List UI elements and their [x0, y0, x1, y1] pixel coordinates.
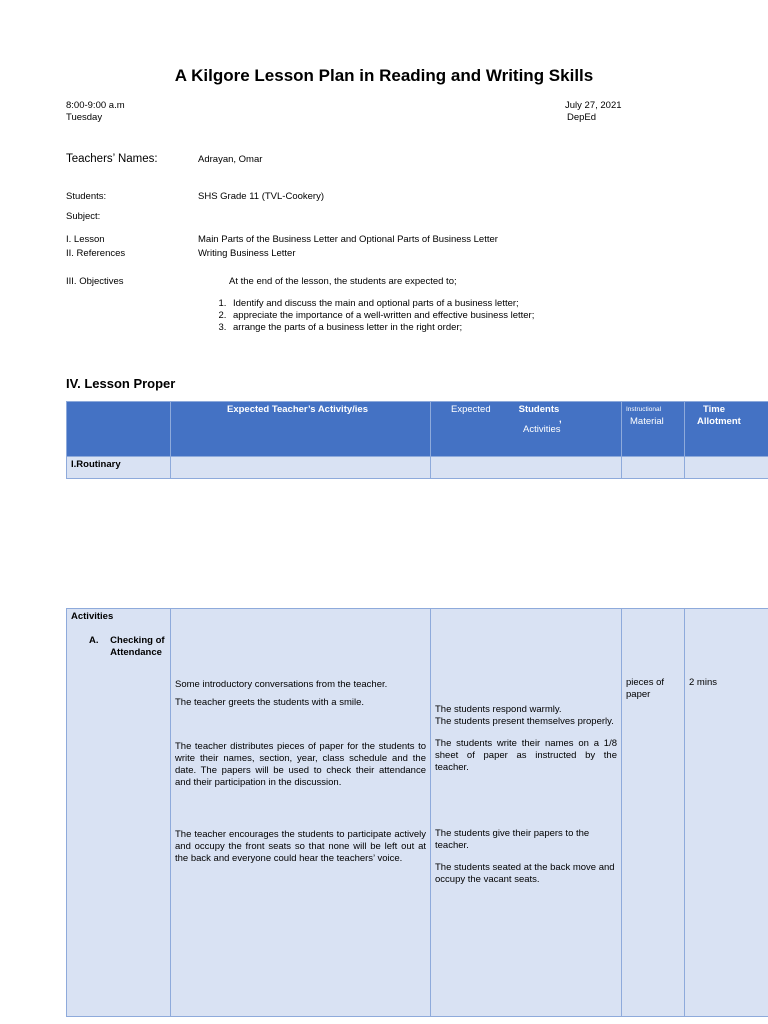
objectives-list: [199, 298, 649, 334]
objective-item: 1. Identify and discuss the main and optional parts of a business letter;: [229, 298, 649, 310]
header-students: Students: [518, 404, 560, 415]
header-students-activities: [431, 402, 622, 457]
header-instructional: Instructional: [626, 406, 662, 413]
time-cell: [685, 609, 768, 1017]
item-letter: A.: [89, 635, 99, 646]
header-teacher-activity: Expected Teacher’s Activity/ies: [171, 402, 431, 457]
lesson-time: 8:00-9:00 a.m: [66, 100, 125, 111]
activities-table: [66, 608, 768, 1017]
lesson-day: Tuesday: [66, 112, 103, 123]
header-activities: Activities: [523, 424, 561, 435]
teacher-activities-cell: [171, 609, 431, 1017]
references-value: Writing Business Letter: [198, 248, 296, 259]
section-title: IV. Lesson Proper: [66, 376, 176, 391]
objective-item: 2. appreciate the importance of a well-written and effective business letter;: [229, 310, 649, 322]
table-cell: [171, 457, 431, 479]
header-material: Material: [630, 416, 664, 427]
student-paragraph: The students seated at the back move and occupy the vacant seats.: [435, 862, 615, 885]
activities-cell: [67, 609, 171, 1017]
routinary-label: I.Routinary: [67, 457, 171, 479]
organization: DepEd: [567, 112, 597, 123]
header-expected: Expected: [451, 404, 491, 415]
objective-item: 3. arrange the parts of a business letter in the right order;: [229, 322, 649, 334]
student-paragraph: The students write their names on a 1/8 sheet of paper as instructed by the teacher.: [435, 738, 617, 773]
table-row: [67, 609, 768, 1017]
lesson-value: Main Parts of the Business Letter and Optional Parts of Business Letter: [198, 234, 498, 245]
students-value: SHS Grade 11 (TVL-Cookery): [198, 191, 325, 202]
header-cell-empty: [67, 402, 171, 457]
table-row: [67, 457, 768, 479]
teachers-value: Adrayan, Omar: [198, 154, 263, 165]
student-activities-cell: [431, 609, 622, 1017]
lesson-proper-table: [66, 401, 768, 479]
teacher-paragraph: The teacher encourages the students to participate actively and occupy the front seats so that none will be left out at the back and everyone could hear the teachers’ voice.: [175, 829, 426, 864]
material-value: pieces of paper: [626, 677, 665, 700]
time-value: 2 mins: [689, 677, 717, 688]
student-paragraph: The students give their papers to the teacher.: [435, 828, 590, 851]
objectives-label: III. Objectives: [66, 276, 124, 287]
header-time: Time: [703, 404, 726, 415]
table-header-row: [67, 402, 768, 457]
material-cell: [622, 609, 685, 1017]
table-cell: [431, 457, 622, 479]
header-instructional-material: [622, 402, 685, 457]
header-comma: ,: [559, 414, 562, 425]
teacher-paragraph: The teacher distributes pieces of paper for the students to write their names, section, year, class schedule and the date. The papers will be used to check their attendance and their participation in the discussion.: [175, 741, 426, 788]
item-label: Checking of Attendance: [110, 635, 165, 658]
lesson-label: I. Lesson: [66, 234, 105, 245]
student-paragraph: The students present themselves properly.: [435, 716, 614, 727]
header-allotment: Allotment: [697, 416, 741, 427]
teacher-paragraph: Some introductory conversations from the teacher.: [175, 679, 388, 690]
students-label: Students:: [66, 191, 107, 202]
references-label: II. References: [66, 248, 126, 259]
teachers-label: Teachers’ Names:: [66, 153, 158, 165]
document-title: A Kilgore Lesson Plan in Reading and Writing Skills: [174, 66, 594, 85]
table-cell: [622, 457, 685, 479]
student-paragraph: The students respond warmly.: [435, 704, 562, 715]
subject-label: Subject:: [66, 211, 101, 222]
teacher-paragraph: The teacher greets the students with a smile.: [175, 697, 365, 708]
table-cell: [685, 457, 768, 479]
lesson-date: July 27, 2021: [565, 100, 622, 111]
activities-heading: Activities: [71, 611, 114, 622]
header-time-allotment: [685, 402, 768, 457]
objectives-intro: At the end of the lesson, the students are expected to;: [229, 276, 457, 287]
